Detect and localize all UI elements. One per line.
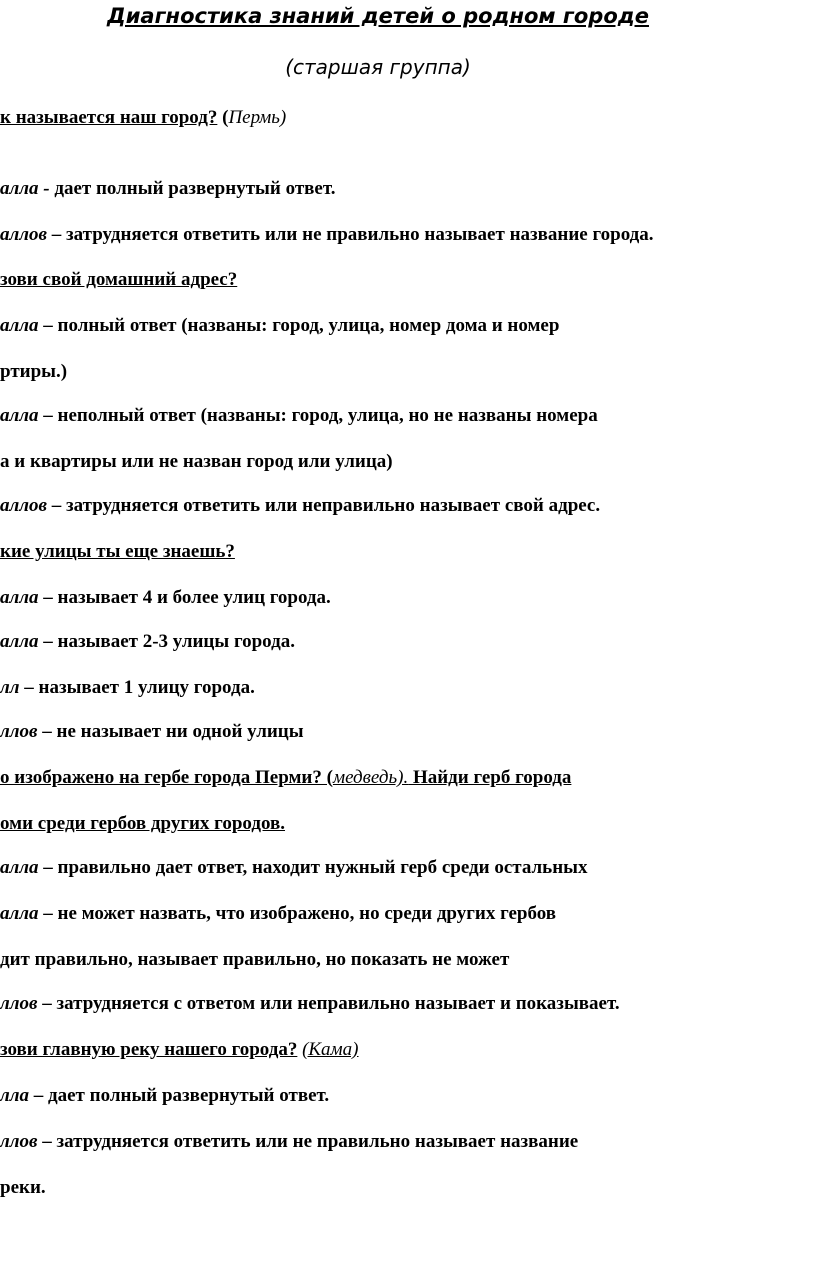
text-line xyxy=(0,268,237,292)
document-title: Диагностика знаний детей о родном городе xyxy=(107,4,649,28)
text-line xyxy=(0,630,295,654)
text-run: – называет 2-3 улицы города. xyxy=(38,631,295,652)
text-run: аллов xyxy=(0,495,47,516)
text-run: ( xyxy=(217,107,229,128)
text-line xyxy=(0,1130,578,1154)
text-line xyxy=(0,106,286,130)
text-run: – затрудняется ответить или не правильно называет название xyxy=(37,1131,579,1152)
text-run: – затрудняется с ответом или неправильно называет и показывает. xyxy=(37,993,620,1014)
text-line xyxy=(0,856,588,880)
text-run: – затрудняется ответить или неправильно называет свой адрес. xyxy=(47,495,601,516)
text-run: ллов xyxy=(0,1131,38,1152)
text-run: – полный ответ (названы: город, улица, номер дома и номер xyxy=(38,315,560,336)
text-line xyxy=(0,586,331,610)
text-line xyxy=(0,223,654,247)
text-line xyxy=(0,992,620,1016)
text-run: зови свой домашний адрес? xyxy=(0,269,238,290)
text-line xyxy=(0,766,571,790)
text-run: кие улицы ты еще знаешь? xyxy=(0,541,235,562)
text-line xyxy=(0,404,598,428)
text-line xyxy=(0,812,285,836)
text-line xyxy=(0,676,255,700)
text-line xyxy=(0,1084,329,1108)
document-subtitle: (старшая группа) xyxy=(285,55,471,79)
text-run: – затрудняется ответить или не правильно называет название города. xyxy=(47,224,654,245)
text-run: о изображено на гербе города Перми? ( xyxy=(0,767,333,788)
text-run: к называется наш город? xyxy=(0,107,218,128)
text-run: оми среди гербов других городов. xyxy=(0,813,286,834)
text-line xyxy=(0,540,235,564)
text-run: – называет 1 улицу города. xyxy=(19,677,255,698)
text-line xyxy=(0,720,304,744)
text-run: аллов xyxy=(0,224,47,245)
text-line xyxy=(0,1176,46,1200)
text-run: Пермь) xyxy=(228,107,287,128)
text-run: (Кама) xyxy=(302,1039,359,1060)
text-run: алла xyxy=(0,857,39,878)
text-run: реки. xyxy=(0,1177,46,1198)
text-line xyxy=(0,314,559,338)
text-line xyxy=(0,902,556,926)
text-run: дит правильно, называет правильно, но показать не может xyxy=(0,949,510,970)
text-run: алла xyxy=(0,587,39,608)
text-line xyxy=(0,948,509,972)
text-line xyxy=(0,177,336,201)
text-run: алла xyxy=(0,315,39,336)
text-line xyxy=(0,1038,359,1062)
text-run: – правильно дает ответ, находит нужный герб среди остальных xyxy=(38,857,588,878)
text-run: ллов xyxy=(0,721,38,742)
text-run: ртиры.) xyxy=(0,361,68,382)
text-run: алла - xyxy=(0,178,50,199)
text-run: – не называет ни одной улицы xyxy=(37,721,304,742)
text-line xyxy=(0,450,393,474)
text-run: – не может назвать, что изображено, но среди других гербов xyxy=(38,903,556,924)
text-line xyxy=(0,360,67,384)
text-run: медведь). xyxy=(332,767,409,788)
text-run: ллов xyxy=(0,993,38,1014)
text-line xyxy=(0,494,600,518)
text-run: лл xyxy=(0,677,20,698)
text-run: алла xyxy=(0,405,39,426)
text-run: а и квартиры или не назван город или улица) xyxy=(0,451,393,472)
text-run: Найди герб города xyxy=(408,767,572,788)
text-run: дает полный развернутый ответ. xyxy=(49,178,336,199)
text-run: – дает полный развернутый ответ. xyxy=(29,1085,330,1106)
text-run: – неполный ответ (названы: город, улица, но не названы номера xyxy=(38,405,598,426)
text-run: алла xyxy=(0,631,39,652)
text-run: – называет 4 и более улиц города. xyxy=(38,587,331,608)
text-run: алла xyxy=(0,903,39,924)
text-run: зови главную реку нашего города? xyxy=(0,1039,298,1060)
text-run: лла xyxy=(0,1085,30,1106)
